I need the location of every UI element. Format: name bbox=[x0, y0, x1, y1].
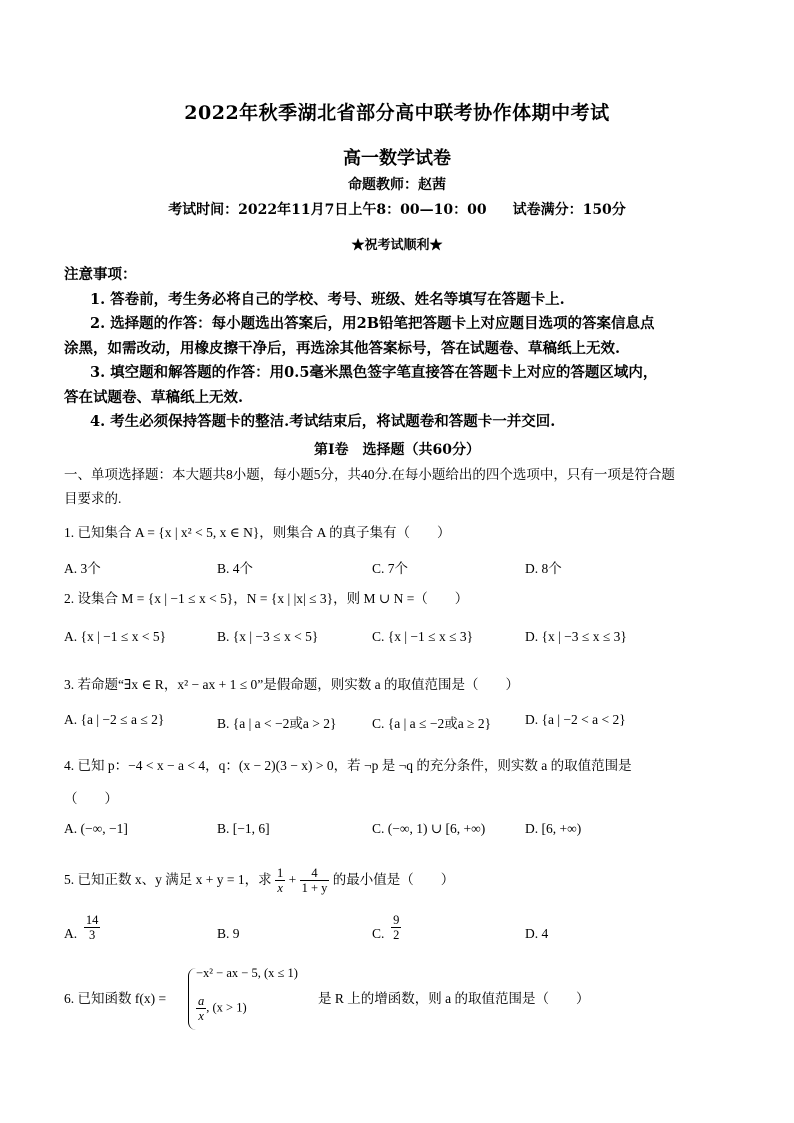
fraction-denominator: x bbox=[277, 881, 283, 896]
option-b: B. 4个 bbox=[217, 561, 254, 576]
option-d: D. 8个 bbox=[525, 561, 562, 576]
fraction bbox=[300, 866, 330, 895]
option-a: A. {x | −1 ≤ x < 5} bbox=[64, 629, 167, 644]
fraction-denominator: 3 bbox=[89, 928, 96, 943]
option-b: B. [−1, 6] bbox=[217, 821, 270, 836]
notice-item: 1. 答卷前，考生务必将自己的学校、考号、班级、姓名等填写在答题卡上. bbox=[90, 290, 565, 308]
notice-item: 涂黑，如需改动，用橡皮擦干净后，再选涂其他答案标号，答在试题卷、草稿纸上无效. bbox=[64, 339, 621, 357]
option-b: B. {x | −3 ≤ x < 5} bbox=[217, 629, 319, 644]
fraction-numerator: 1 bbox=[276, 866, 284, 881]
piecewise-case-2 bbox=[196, 994, 336, 1023]
notice-block bbox=[64, 263, 734, 435]
option-a: A. 3个 bbox=[64, 561, 101, 576]
notice-heading: 注意事项： bbox=[64, 266, 137, 283]
fraction bbox=[275, 866, 285, 895]
question-5-stem: 5. 已知正数 x、y 满足 x + y = 1，求 $\frac{1}{x}$ + $\frac{4}{1 + y}$ 的最小值是（ ） bbox=[64, 866, 455, 896]
question-5-options bbox=[64, 913, 734, 958]
question-3-stem: 3. 若命题“∃x ∈ R，x² − ax + 1 ≤ 0”是假命题，则实数 a 的取值范围是（ ） bbox=[64, 677, 519, 692]
option-c-label: C. bbox=[372, 926, 385, 941]
question-4-stem-cont: （ ） bbox=[64, 791, 118, 806]
question-2-stem: 2. 设集合 M = {x | −1 ≤ x < 5}，N = {x | |x| ≤ 3}，则 M ∪ N =（ ） bbox=[64, 591, 469, 606]
option-c: C. 7个 bbox=[372, 561, 409, 576]
option-d: D. 4 bbox=[525, 926, 549, 941]
fraction-numerator: 9 bbox=[393, 913, 400, 928]
exam-teacher: 命题教师：赵茜 bbox=[348, 177, 446, 193]
option-a: A. {a | −2 ≤ a ≤ 2} bbox=[64, 712, 165, 727]
option-c: C. {x | −1 ≤ x ≤ 3} bbox=[372, 629, 474, 644]
exam-time: 考试时间：2022年11月7日上午8：00—10：00 bbox=[168, 202, 487, 218]
section-intro-line: 一、单项选择题：本大题共8小题，每小题5分，共40分.在每小题给出的四个选项中，只有一项是符合题 bbox=[64, 467, 675, 482]
exam-info bbox=[0, 199, 794, 219]
fraction-denominator: 1 + y bbox=[301, 881, 328, 896]
option-d: D. {x | −3 ≤ x ≤ 3} bbox=[525, 629, 627, 644]
fraction-numerator: 4 bbox=[300, 866, 330, 881]
exam-subtitle: 高一数学试卷 bbox=[343, 148, 451, 169]
piecewise-case-1: −x² − ax − 5, (x ≤ 1) bbox=[196, 966, 298, 980]
fraction bbox=[196, 994, 206, 1023]
option-c: C. (−∞, 1) ∪ [6, +∞) bbox=[372, 821, 486, 836]
option-b: B. 9 bbox=[217, 926, 240, 941]
option-b: B. {a | a < −2或a > 2} bbox=[217, 716, 337, 731]
question-6-stem-a: 6. 已知函数 f(x) = bbox=[64, 991, 167, 1006]
fraction bbox=[84, 913, 101, 942]
fraction-numerator: a bbox=[198, 994, 205, 1008]
notice-item: 答在试题卷、草稿纸上无效. bbox=[64, 388, 244, 406]
section-title: 第Ⅰ卷 选择题（共60分） bbox=[313, 442, 481, 458]
option-a bbox=[64, 913, 100, 943]
notice-item: 3. 填空题和解答题的作答：用0.5毫米黑色签字笔直接答在答题卡上对应的答题区域内， bbox=[90, 364, 658, 381]
piecewise-case-2-cond: , (x > 1) bbox=[206, 1000, 247, 1015]
option-c bbox=[372, 913, 401, 943]
option-d: D. {a | −2 < a < 2} bbox=[525, 712, 626, 727]
exam-score: 试卷满分：150分 bbox=[512, 202, 626, 218]
exam-title: 2022年秋季湖北省部分高中联考协作体期中考试 bbox=[184, 102, 610, 124]
question-1-stem: 1. 已知集合 A = {x | x² < 5, x ∈ N}，则集合 A 的真子集有（ ） bbox=[64, 525, 451, 540]
notice-item: 4. 考生必须保持答题卡的整洁.考试结束后，将试题卷和答题卡一并交回. bbox=[90, 413, 556, 430]
option-a-label: A. bbox=[64, 926, 78, 941]
fraction-numerator: 14 bbox=[85, 913, 99, 928]
fraction bbox=[391, 913, 401, 942]
option-c: C. {a | a ≤ −2或a ≥ 2} bbox=[372, 716, 492, 731]
question-6-stem-b: 是 R 上的增函数，则 a 的取值范围是（ ） bbox=[318, 991, 590, 1006]
question-4-stem: 4. 已知 p：−4 < x − a < 4，q：(x − 2)(3 − x) > 0，若 ¬p 是 ¬q 的充分条件，则实数 a 的取值范围是 bbox=[64, 758, 632, 773]
fraction-denominator: x bbox=[198, 1009, 204, 1023]
exam-wish: ★祝考试顺利★ bbox=[351, 238, 443, 253]
question-5-stem-a: 5. 已知正数 x、y 满足 x + y = 1，求 bbox=[64, 872, 272, 887]
section-intro bbox=[64, 463, 734, 511]
option-d: D. [6, +∞) bbox=[525, 821, 582, 836]
question-5-stem-b: 的最小值是（ ） bbox=[332, 872, 455, 887]
notice-item: 2. 选择题的作答：每小题选出答案后，用2B铅笔把答题卡上对应题目选项的答案信息点 bbox=[90, 315, 655, 332]
section-intro-line: 目要求的. bbox=[64, 491, 122, 506]
fraction-denominator: 2 bbox=[393, 928, 400, 943]
option-a: A. (−∞, −1] bbox=[64, 821, 128, 836]
